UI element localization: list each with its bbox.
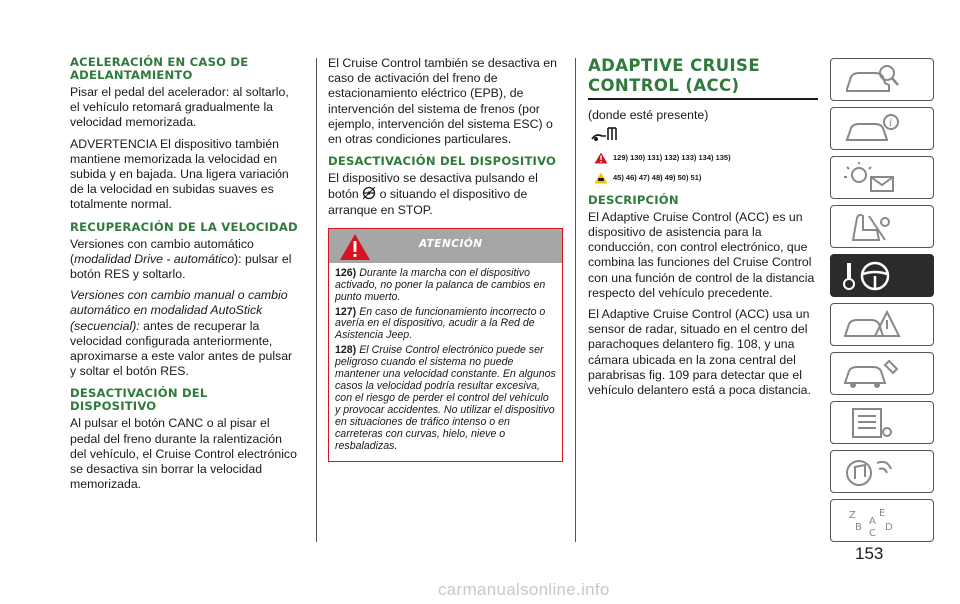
heading-aceleracion: ACELERACIÓN EN CASO DE ADELANTAMIENTO: [70, 55, 249, 82]
text-fragment: El dispositivo se desactiva pulsando el botón: [328, 171, 538, 202]
watermark: carmanualsonline.info: [438, 580, 610, 599]
svg-text:i: i: [889, 118, 893, 129]
text-fragment: antes de recuperar la velocidad configurada anteriormente, aproximarse a este valor antes de pulsar y soltar el botón RES.: [70, 318, 293, 379]
seat-safety-icon: [841, 210, 901, 244]
para-descripcion-2: El Adaptive Cruise Control (ACC) usa un sensor de radar, situado en el centro del parachoques delantero fig. 108, y una cámara ubicada en la zona central del parabrisas fig. 109 para detectar que el vehículo delantero está a poca distancia.: [588, 306, 811, 397]
warning-item: [335, 307, 556, 343]
warning-number: 126): [335, 266, 357, 279]
danger-triangle-icon: [594, 152, 608, 164]
para-desactivacion-boton: [328, 171, 563, 218]
heading-descripcion: DESCRIPCIÓN: [588, 192, 679, 207]
para-recuperacion-auto: [70, 237, 298, 283]
column-3: [588, 56, 818, 404]
title-underline: [588, 98, 818, 100]
svg-text:D: D: [885, 522, 893, 533]
technical-data-icon: [841, 406, 901, 440]
car-search-icon: [841, 63, 901, 97]
heading-desactivacion: DESACTIVACIÓN DEL DISPOSITIVO: [70, 386, 208, 414]
para-desactivacion: Al pulsar el botón CANC o al pisar el pedal del freno durante la ralentización del vehículo, el Cruise Control electrónico se desactiva sin borrar la velocidad memorizada.: [70, 416, 297, 492]
column-divider: [575, 58, 576, 542]
sidebar-tab-emergency[interactable]: [830, 303, 934, 346]
danger-refs-text: 129) 130) 131) 132) 133) 134) 135): [613, 153, 731, 163]
warning-number: 128): [335, 344, 357, 357]
warning-text: En caso de funcionamiento incorrecto o avería en el dispositivo, acudir a la Red de Asistencia Jeep.: [335, 305, 546, 342]
svg-text:B: B: [855, 522, 862, 533]
sidebar-tab-warning-lights[interactable]: [830, 156, 934, 199]
column-divider: [316, 58, 317, 542]
warning-lights-icon: [841, 161, 901, 195]
sidebar-tab-service[interactable]: [830, 352, 934, 395]
sidebar-tab-index[interactable]: [830, 499, 934, 542]
text-italic: modalidad Drive - automático: [74, 251, 235, 266]
warning-item: [335, 345, 556, 452]
column-2: [328, 56, 563, 462]
availability-note: (donde esté presente): [588, 107, 709, 122]
steering-key-icon: [841, 259, 901, 293]
steering-cancel-icon: [362, 186, 376, 200]
warning-item: [335, 268, 556, 304]
text-fragment: ): pulsar el botón RES y soltarlo.: [70, 251, 292, 282]
sidebar-tab-technical-data[interactable]: [830, 401, 934, 444]
svg-text:C: C: [869, 528, 876, 538]
text-fragment: Versiones con cambio automático (: [70, 236, 254, 266]
para-intro-desactiva: El Cruise Control también se desactiva en caso de activación del freno de estacionamiento eléctrico (EPB), de intervención del sistema de frenos (por ejemplo, intervención del sistema ESC) o en otras condiciones particulares.: [328, 56, 557, 147]
section-title: ADAPTIVE CRUISE CONTROL (ACC): [588, 56, 761, 95]
column-1: [70, 56, 298, 498]
warning-number: 127): [335, 305, 357, 318]
warning-body: [329, 263, 562, 462]
warning-box: [328, 228, 563, 463]
warning-header: [329, 229, 562, 263]
sidebar-tab-car-search[interactable]: [830, 58, 934, 101]
sidebar-tab-seat-safety[interactable]: [830, 205, 934, 248]
car-warning-icon: [841, 308, 901, 342]
multimedia-icon: [841, 455, 901, 489]
heading-recuperacion: RECUPERACIÓN DE LA VELOCIDAD: [70, 219, 298, 234]
sidebar-tab-starting-driving[interactable]: [830, 254, 934, 297]
car-service-icon: [841, 357, 901, 391]
para-advertencia: ADVERTENCIA El dispositivo también mantiene memorizada la velocidad en subida y en bajada. Una ligera variación de la velocidad en subidas suaves es totalmente normal.: [70, 136, 289, 212]
danger-triangle-icon: [339, 233, 371, 261]
caution-car-icon: [594, 172, 608, 184]
svg-text:E: E: [879, 508, 886, 519]
warning-title: ATENCIÓN: [419, 237, 483, 250]
acc-sensor-icon: [590, 125, 626, 143]
alphabetical-index-icon: [841, 504, 901, 538]
para-aceleracion: Pisar el pedal del acelerador: al soltarlo, el vehículo retomará gradualmente la velocidad memorizada.: [70, 85, 289, 130]
text-italic: Versiones con cambio manual o cambio automático en modalidad AutoStick (secuencial):: [70, 288, 288, 333]
page-number: 153: [855, 544, 884, 563]
warning-text: Durante la marcha con el dispositivo activado, no poner la palanca de cambios en punto muerto.: [335, 266, 546, 303]
text-fragment: o situando el dispositivo de arranque en STOP.: [328, 187, 528, 217]
sidebar-tab-multimedia[interactable]: [830, 450, 934, 493]
heading-desactivacion-2: DESACTIVACIÓN DEL DISPOSITIVO: [328, 154, 557, 169]
car-info-icon: [841, 112, 901, 146]
svg-text:Z: Z: [849, 510, 856, 521]
para-recuperacion-manual: [70, 288, 298, 379]
para-descripcion-1: El Adaptive Cruise Control (ACC) es un dispositivo de asistencia para la conducción, con control electrónico, que combina las funciones del Cruise Control con una función de control de la distancia respecto del vehículo precedente.: [588, 209, 815, 300]
sidebar-tab-car-info[interactable]: [830, 107, 934, 150]
caution-refs-text: 45) 46) 47) 48) 49) 50) 51): [613, 173, 702, 183]
danger-references: [594, 148, 818, 168]
warning-text: El Cruise Control electrónico puede ser peligroso cuando el sistema no puede mantener una velocidad constante. En algunos casos la velocidad podría resultar excesiva, con el riesgo de perder el control del vehículo y provocar accidentes. No utilizar el dispositivo en situaciones de tráfico intenso o en carreteras con curvas, hielo, nieve o resbaladizas.: [335, 344, 556, 452]
caution-references: [594, 168, 818, 188]
svg-text:A: A: [869, 516, 876, 527]
